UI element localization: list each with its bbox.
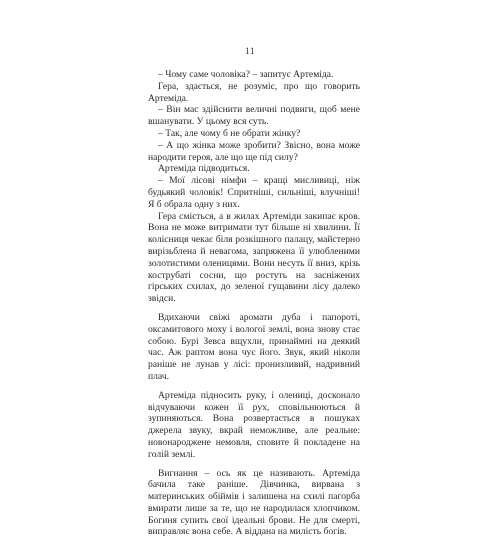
paragraph-gap: [148, 305, 360, 312]
paragraph: Вигнання – ось як це називають. Артеміда бачила таке раніше. Дівчинка, вирвана з материнських обіймів і залишена на схилі пагорба вмирати лише за те, що не народилася хлопчиком. Богиня супить свої ідеальні брови. Не для смерті, виправляє вона себе. А віддана на милість богів.: [148, 468, 360, 538]
paragraph: – Він мас здійснити величні подвиги, щоб мене вшанувати. У цьому вся суть.: [148, 104, 360, 128]
paragraph: – А що жінка може зробити? Звісно, вона може народити героя, але що ще під силу?: [148, 140, 360, 164]
paragraph-gap: [148, 461, 360, 468]
paragraph: – Чому саме чоловіка? – запитує Артеміда.: [148, 69, 360, 81]
paragraph: Вдихаючи свіжі аромати дуба і папороті, оксамитового моху і вологої землі, вона знову стає собою. Бурі Зевса вщухли, принаймні на деякий час. Аж раптом вона чує його. Звук, який ніколи раніше не лунав у лісі: пронизливий, надривний плач.: [148, 312, 360, 383]
body-text: [148, 69, 360, 538]
paragraph: Артеміда підводиться.: [148, 163, 360, 175]
paragraph: Артеміда підносить руку, і олениці, досконало відчуваючи кожен її рух, сповільнюються й зупиняються. Вона розвертається в пошуках джерела звуку, вкрай неможливе, але реальне: новонароджене немовля, сповите й покладене на голій землі.: [148, 390, 360, 461]
paragraph: Гера, здається, не розуміє, про що говорить Артеміда.: [148, 81, 360, 105]
page-number: 11: [0, 47, 500, 57]
paragraph: – Мої лісові німфи – кращі мисливиці, ніж будьякий чоловік! Спритніші, сильніші, влучніші! Я б обрала одну з них.: [148, 175, 360, 210]
paragraph-gap: [148, 383, 360, 390]
paragraph: Гера сміється, а в жилах Артеміди закипає кров. Вона не може витримати тут більше ні хвилини. Її колісниця чекає біля розкішного палацу, майстерно вирізьблена й невагома, запряжена її улюбленими золотистими оленицями. Вони несуть її вниз, крізь кострубаті сосни, що ростуть на засніжених гірських схилах, до зеленої гущавини лісу далеко звідси.: [148, 211, 360, 305]
paragraph: – Так, але чому б не обрати жінку?: [148, 128, 360, 140]
